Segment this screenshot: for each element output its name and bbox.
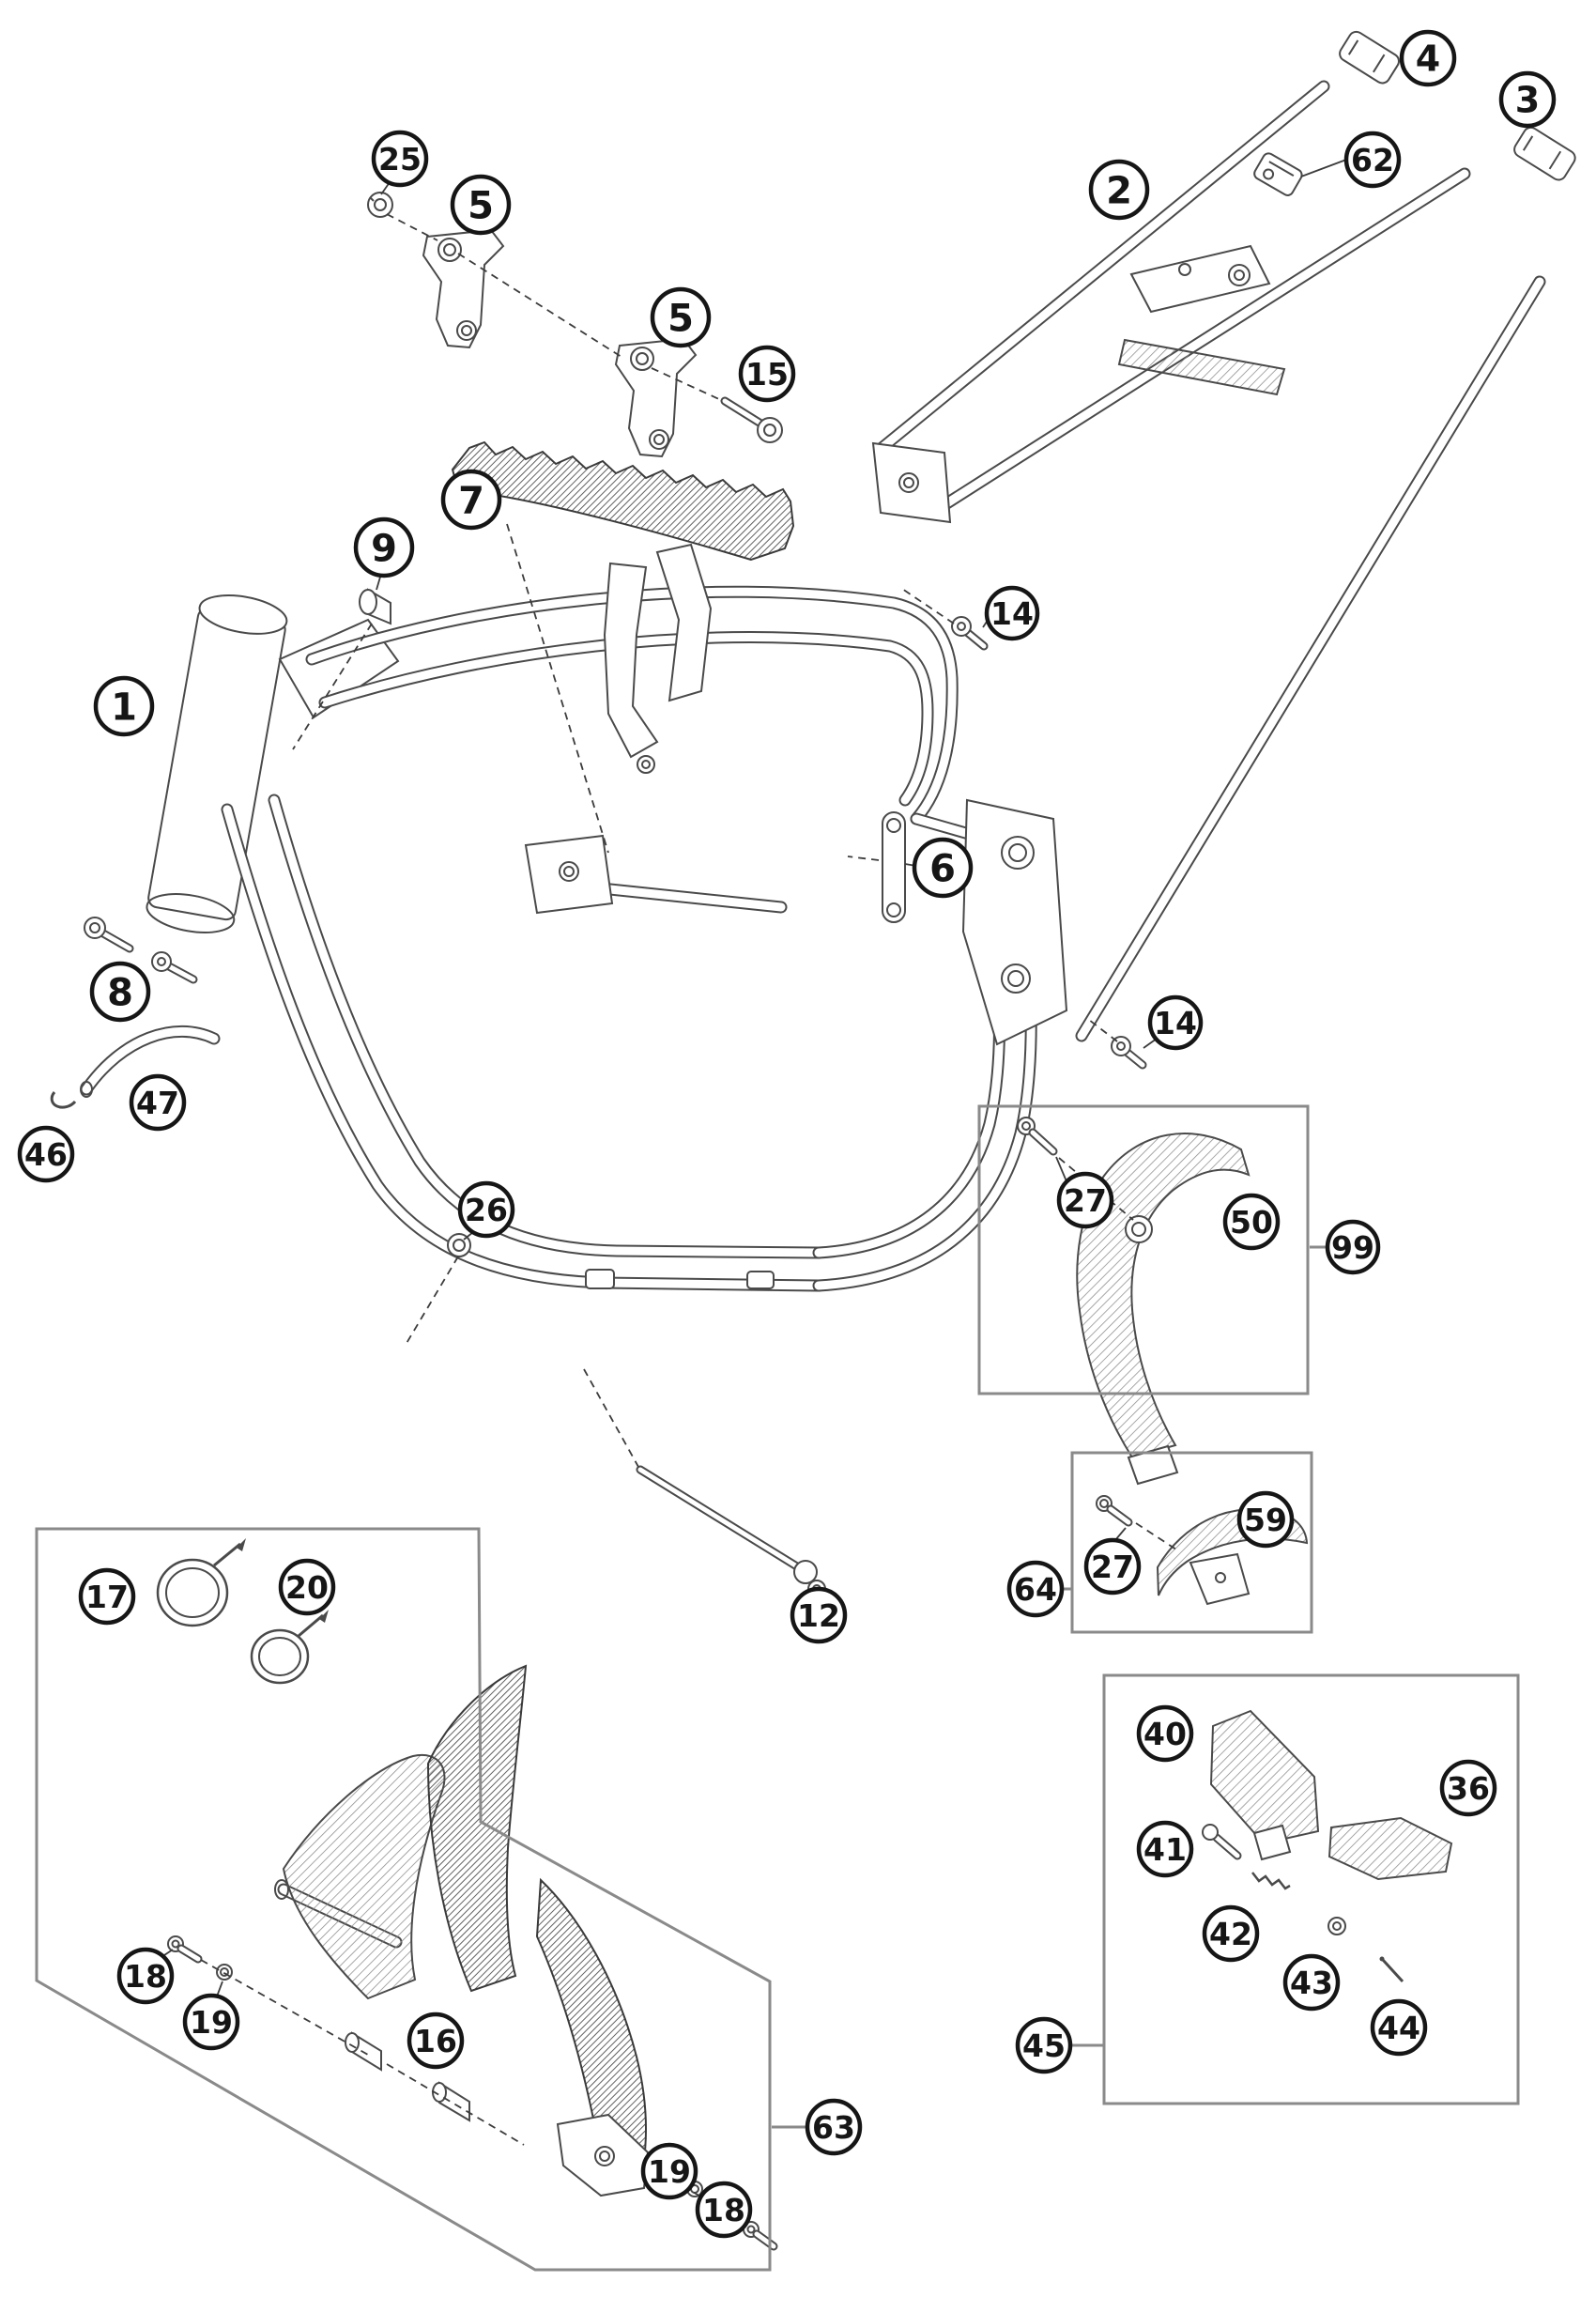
callout-42[interactable] <box>1205 1907 1257 1960</box>
callout-number: 42 <box>1209 1915 1252 1952</box>
callout-15[interactable] <box>741 347 793 400</box>
callout-number: 5 <box>468 184 494 228</box>
cable-tie-part-20 <box>252 1610 329 1683</box>
callout-number: 41 <box>1143 1830 1187 1868</box>
callout-number: 19 <box>648 2152 691 2190</box>
callout-number: 5 <box>668 297 694 341</box>
cable-tie-part-17 <box>158 1538 246 1626</box>
callout-9[interactable] <box>356 519 412 576</box>
callout-47[interactable] <box>131 1076 184 1129</box>
callout-19[interactable] <box>185 1996 238 2048</box>
callout-99[interactable] <box>1327 1222 1378 1272</box>
leader-line <box>1115 1528 1126 1540</box>
engine-case-guard <box>284 1755 444 1998</box>
callout-64[interactable] <box>1009 1563 1062 1615</box>
leader-line <box>584 1369 638 1467</box>
callout-number: 47 <box>136 1084 179 1121</box>
callout-number: 16 <box>414 2022 457 2059</box>
spring-part-42 <box>1252 1873 1290 1888</box>
callout-40[interactable] <box>1139 1707 1191 1760</box>
callout-number: 27 <box>1091 1548 1134 1585</box>
callout-number: 99 <box>1331 1228 1374 1266</box>
callout-number: 18 <box>702 2191 745 2228</box>
callout-number: 9 <box>371 527 397 571</box>
pivot-bolt-part-12 <box>640 1470 825 1597</box>
leader-line <box>1301 160 1346 177</box>
callout-number: 45 <box>1022 2027 1066 2064</box>
callout-number: 50 <box>1230 1203 1273 1241</box>
callout-number: 36 <box>1447 1769 1490 1807</box>
callout-62[interactable] <box>1346 133 1399 186</box>
callout-5[interactable] <box>652 289 709 346</box>
leader-line <box>406 1256 458 1345</box>
bolt-part-18-upper <box>168 1936 198 1959</box>
callout-2[interactable] <box>1091 162 1147 218</box>
callout-14[interactable] <box>987 588 1037 639</box>
callout-3[interactable] <box>1501 73 1554 126</box>
leader-line <box>1136 1523 1179 1551</box>
footpeg-part-36 <box>1329 1818 1451 1879</box>
callout-number: 44 <box>1377 2009 1420 2046</box>
callout-14[interactable] <box>1150 997 1201 1048</box>
callout-8[interactable] <box>92 964 148 1020</box>
callout-36[interactable] <box>1442 1762 1495 1814</box>
washer-part-19-upper <box>217 1965 232 1980</box>
callout-12[interactable] <box>792 1589 845 1642</box>
callout-number: 14 <box>1154 1004 1197 1041</box>
callout-26[interactable] <box>460 1183 513 1236</box>
callout-number: 62 <box>1351 141 1394 178</box>
callout-number: 26 <box>465 1191 508 1228</box>
leader-line <box>1089 1020 1117 1041</box>
bolt-part-14-upper <box>952 617 984 646</box>
rubber-damper-part-4 <box>1337 29 1402 86</box>
clamp-part-62 <box>1252 151 1304 197</box>
leader-line <box>507 524 608 853</box>
footpeg-part-40 <box>1211 1711 1318 1843</box>
callout-number: 14 <box>990 594 1034 632</box>
frame-guard-kit-parts <box>158 1538 774 2246</box>
callout-46[interactable] <box>20 1128 72 1180</box>
callout-number: 20 <box>285 1568 329 1606</box>
callout-number: 43 <box>1290 1964 1333 2001</box>
main-frame-part <box>144 590 1067 1288</box>
callout-number: 27 <box>1064 1181 1107 1219</box>
callout-5[interactable] <box>453 177 509 233</box>
callout-6[interactable] <box>914 840 971 896</box>
callout-number: 4 <box>1415 38 1441 80</box>
callout-number: 6 <box>929 847 956 891</box>
callout-number: 25 <box>378 140 422 177</box>
bushing-part-9 <box>360 590 391 624</box>
callout-number: 2 <box>1106 169 1132 213</box>
callout-number: 63 <box>812 2108 855 2146</box>
leader-line <box>387 2064 524 2145</box>
callout-number: 59 <box>1244 1501 1287 1538</box>
callout-number: 1 <box>111 686 137 730</box>
callout-number: 8 <box>107 971 133 1015</box>
callout-number: 46 <box>24 1135 68 1173</box>
callout-number: 64 <box>1014 1570 1057 1608</box>
callout-20[interactable] <box>281 1561 333 1613</box>
callout-17[interactable] <box>81 1570 133 1623</box>
callout-41[interactable] <box>1139 1823 1191 1875</box>
callouts-layer <box>20 32 1554 2236</box>
callout-number: 12 <box>797 1596 840 1634</box>
chain-guide-kit-parts <box>1018 1118 1249 1484</box>
washer-part-43 <box>1328 1918 1345 1935</box>
leader-line <box>848 856 879 860</box>
link-plate-part-6 <box>882 812 905 922</box>
callout-18[interactable] <box>698 2183 750 2236</box>
callout-number: 17 <box>85 1578 129 1615</box>
callout-27[interactable] <box>1059 1174 1112 1226</box>
callout-19[interactable] <box>643 2145 696 2197</box>
callout-59[interactable] <box>1239 1493 1292 1546</box>
callout-number: 18 <box>124 1957 167 1995</box>
callout-50[interactable] <box>1225 1195 1278 1248</box>
callout-27[interactable] <box>1086 1540 1139 1593</box>
callout-25[interactable] <box>374 132 426 185</box>
callout-number: 19 <box>190 2003 233 2041</box>
callout-number: 15 <box>745 355 789 393</box>
callout-16[interactable] <box>409 2014 462 2067</box>
callout-43[interactable] <box>1285 1956 1338 2009</box>
callout-18[interactable] <box>119 1950 172 2002</box>
bushing-part-16-b <box>433 2083 469 2120</box>
frame-guard-left <box>428 1666 526 1991</box>
rubber-damper-part-3 <box>1512 125 1578 183</box>
callout-number: 3 <box>1514 79 1541 121</box>
bracket-part-5-upper <box>423 230 503 347</box>
bolt-part-15 <box>725 401 782 442</box>
callout-1[interactable] <box>96 678 152 734</box>
callout-number: 40 <box>1143 1715 1187 1752</box>
nut-part-25 <box>368 193 392 217</box>
callout-number: 7 <box>458 479 484 523</box>
bracket-part-5-lower <box>616 339 696 456</box>
callout-44[interactable] <box>1373 2001 1425 2054</box>
clip-part-46 <box>52 1092 75 1107</box>
cotter-pin-part-44 <box>1380 1957 1404 1982</box>
callout-7[interactable] <box>443 471 499 528</box>
pin-part-41 <box>1203 1825 1237 1856</box>
callout-4[interactable] <box>1402 32 1454 85</box>
callout-63[interactable] <box>807 2101 860 2153</box>
callout-45[interactable] <box>1018 2019 1070 2072</box>
